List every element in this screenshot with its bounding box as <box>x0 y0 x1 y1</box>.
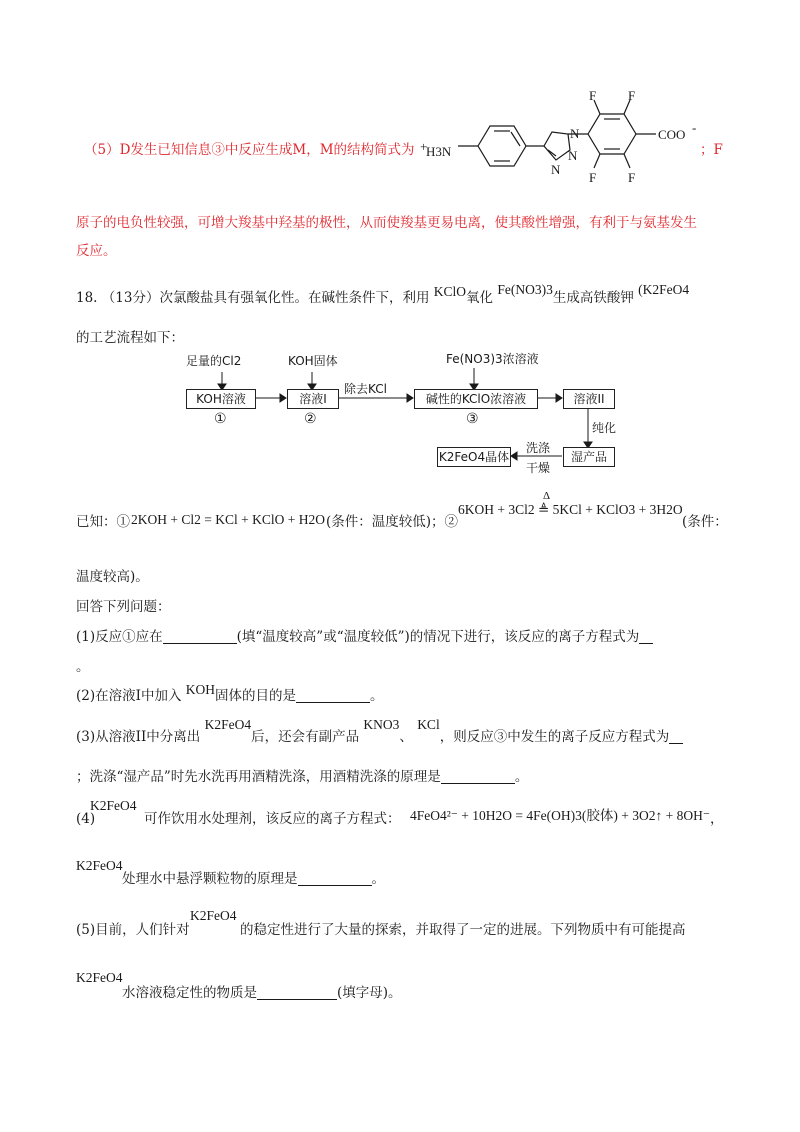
sub-question-4: 可作饮用水处理剂，该反应的离子方程式： <box>144 811 401 827</box>
formula-k2feo4-5b: K2FeO4 <box>76 970 123 985</box>
triazole-n3: N <box>551 162 561 177</box>
sub-question-5: 的稳定性进行了大量的探索，并取得了一定的进展。下列物质中有可能提高 <box>240 922 686 938</box>
answer-prompt: 回答下列问题： <box>76 599 171 615</box>
answer-blank-1[interactable] <box>163 629 237 644</box>
sub-question-4-comma: ， <box>710 811 724 827</box>
triazole-n2: N <box>568 148 578 163</box>
input-cl2: 足量的Cl2 <box>186 354 242 368</box>
flowchart-arrows <box>0 0 800 480</box>
fluorine-4: F <box>628 170 636 185</box>
condition-2-cont: 温度较高)。 <box>76 569 149 585</box>
label-purify: 纯化 <box>592 421 617 435</box>
sub-question-3: (3)从溶液II中分离出 K2FeO4后，还会有副产品 KNO3、 KCl，则反应③中发生的离子反应方程式为 <box>76 727 683 747</box>
box-solution-2: 溶液II <box>563 389 615 409</box>
question-score: （13分） <box>101 290 160 306</box>
formula-kclo: KClO <box>433 284 467 299</box>
answer-blank-2[interactable] <box>296 688 370 703</box>
sub-question-5-cont: 水溶液稳定性的物质是 (填字母)。 <box>122 985 402 1001</box>
formula-k2feo4: (K2FeO4 <box>638 282 690 297</box>
box-wet-product: 湿产品 <box>563 447 615 467</box>
input-fe-no3: Fe(NO3)3浓溶液 <box>446 352 539 366</box>
answer-blank-4[interactable] <box>298 871 372 886</box>
fluorine-3: F <box>589 170 597 185</box>
question-18-stem-2: 的工艺流程如下： <box>76 330 184 346</box>
sub-question-3-cont: ；洗涤“湿产品”时先水洗再用酒精洗涤，用酒精洗涤的原理是 。 <box>76 769 529 785</box>
formula-k2feo4-3: K2FeO4 <box>204 717 252 732</box>
answer-blank-1b[interactable] <box>639 629 653 644</box>
equation-2: 6KOH + 3Cl2 ≜ 5KCl + KClO3 + 3H2O <box>458 502 683 517</box>
sub-question-1: (1)反应①应在 (填“温度较高”或“温度较低”)的情况下进行，该反应的离子方程式为 <box>76 627 653 647</box>
sub-question-4-label: (4) <box>76 811 96 827</box>
answer5-line3: 反应。 <box>76 243 117 259</box>
step-1: ① <box>214 411 227 427</box>
answer-blank-5[interactable] <box>257 985 337 1000</box>
delta-symbol: Δ <box>543 490 551 502</box>
sub-question-2: (2)在溶液I中加入 KOH固体的目的是 。 <box>76 682 384 704</box>
label-wash: 洗涤 <box>526 441 551 455</box>
equation-4: 4FeO4²⁻ + 10H2O = 4Fe(OH)3(胶体) + 3O2↑ + 8OH⁻ <box>410 808 710 823</box>
input-koh-solid: KOH固体 <box>288 354 338 368</box>
answer-blank-3a[interactable] <box>669 729 683 744</box>
step-2: ② <box>304 411 317 427</box>
formula-k2feo4-4b: K2FeO4 <box>76 858 123 873</box>
box-kclo-solution: 碱性的KClO浓溶液 <box>414 389 538 409</box>
question-number: 18. <box>76 290 98 306</box>
equation-1: 2KOH + Cl2 = KCl + KClO + H2O <box>131 512 325 527</box>
label-remove-kcl: 除去KCl <box>344 382 387 396</box>
sub-question-5-label: (5)目前，人们针对 <box>76 922 190 938</box>
box-k2feo4-crystal: K2FeO4晶体 <box>437 447 511 467</box>
formula-koh: KOH <box>185 682 216 697</box>
carboxylate-label: COO <box>658 127 686 142</box>
box-solution-1: 溶液I <box>287 389 339 409</box>
fluorine-1: F <box>589 88 597 103</box>
formula-k2feo4-5: K2FeO4 <box>190 908 237 923</box>
step-3: ③ <box>466 411 479 427</box>
fluorine-2: F <box>628 88 636 103</box>
known-label: 已知：① <box>76 514 130 530</box>
answer5-tail: ；F <box>700 142 723 158</box>
question-18-stem: 18. （13分）次氯酸盐具有强氧化性。在碱性条件下，利用 KClO氧化 Fe(NO3)3生成高铁酸钾 (K2FeO4 <box>76 282 690 306</box>
carboxylate-minus: - <box>692 120 697 135</box>
formula-fe-no3: Fe(NO3)3 <box>497 282 553 297</box>
answer5-intro: （5）D发生已知信息③中反应生成M，M的结构简式为 <box>84 142 415 158</box>
formula-k2feo4-4: K2FeO4 <box>90 798 137 813</box>
box-koh-solution: KOH溶液 <box>186 389 256 409</box>
answer-blank-3b[interactable] <box>441 769 515 784</box>
label-dry: 干燥 <box>526 461 551 475</box>
condition-2: (条件： <box>682 514 728 530</box>
ammonium-plus: + <box>420 139 428 154</box>
condition-1: (条件：温度较低)；② <box>326 514 459 530</box>
triazole-n1: N <box>570 126 580 141</box>
sub-question-4-cont: 处理水中悬浮颗粒物的原理是 。 <box>122 871 385 887</box>
ammonium-label: H3N <box>426 144 452 159</box>
formula-kno3: KNO3 <box>363 717 400 732</box>
sub-question-1-end: 。 <box>76 659 90 675</box>
answer5-line2: 原子的电负性较强，可增大羧基中羟基的极性，从而使羧基更易电离，使其酸性增强，有利于与氨基发生 <box>76 215 697 231</box>
formula-kcl: KCl <box>417 717 440 732</box>
